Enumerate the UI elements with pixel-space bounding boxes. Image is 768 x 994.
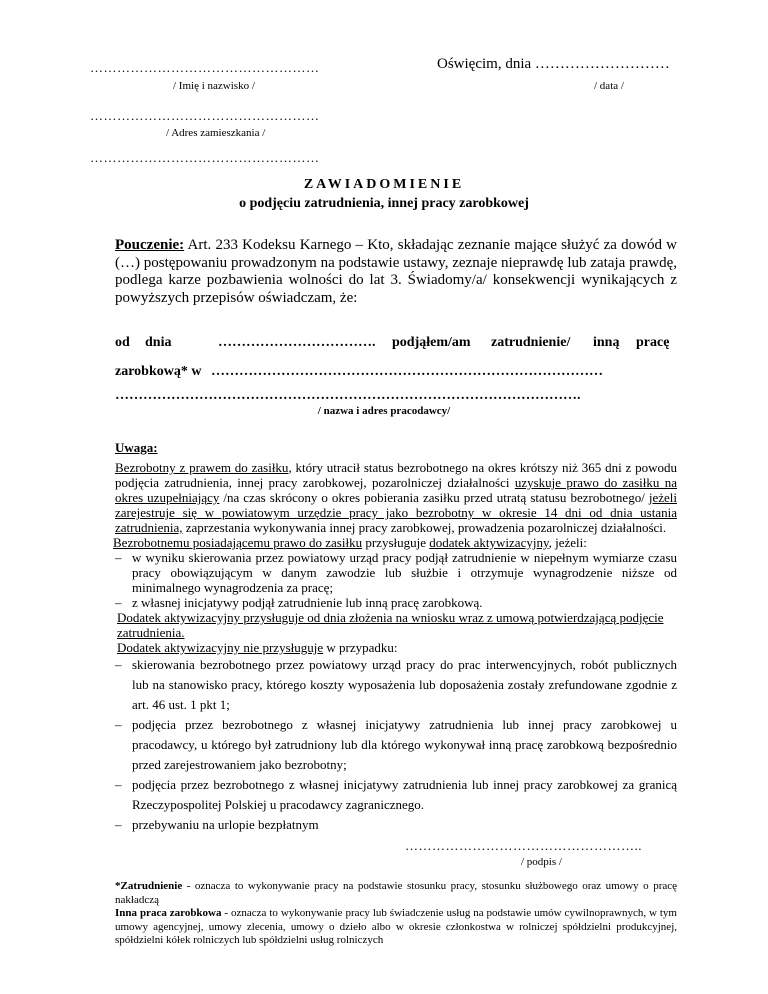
notes-p3-u: Dodatek aktywizacyjny przysługuje od dnia złożenia na wniosku wraz z umową potwierdzającą podjęcie zatrudnienia. [117,610,664,640]
notes-p1-u3: jeżeli zarejestruje się w powiatowym urzędzie pracy jako bezrobotny w okresie 14 dni od dnia ustania zatrudnienia, [115,490,677,535]
footnote-other-work-term: Inna praca zarobkowa [115,907,222,919]
instruction-label: Pouczenie: [115,237,185,253]
notes-p2-u1: Bezrobotnemu posiadającemu prawo do zasiłku [113,535,363,550]
notes-p2-t1: przysługuje [362,535,430,550]
employer-label: / nazwa i adres pracodawcy/ [317,405,451,417]
notes-p4-t: w przypadku: [323,640,398,655]
extra-dots: …………………………………………… [90,150,320,165]
instruction-text: Art. 233 Kodeksu Karnego – Kto, składając zeznanie mające służyć za dowód w (…) postępowaniu prowadzonym na podstawie ustawy, zeznaje nieprawdę lub zataja prawdę, podlega karze pozbawienia wolności do lat 3. Świadomy/a/ konsekwencji wynikających z powyższych przepisów oświadczam, że: [115,237,677,306]
employer-dots: ………………………………………………………………………………………. [115,388,581,403]
bullet-mark: – [115,550,122,565]
bullet-mark: – [115,595,122,610]
list-item [115,655,677,715]
list-item [115,715,677,775]
notes-p1-u1: Bezrobotny z prawem do zasiłku [115,460,289,475]
signature-label: / podpis / [521,856,562,868]
workplace-dots: ………………………………………………………………………… [210,364,603,379]
dnia-word: dnia [145,335,172,350]
notes-p2-u2: dodatek aktywizacyjny [429,535,549,550]
footnote-other-work-text: - oznacza to wykonywanie pracy lub świadczenie usług na podstawie umów cywilnoprawnych, w tym umowy agencyjnej, umowy zlecenia, umowy o dzieło albo w okresie członkostwa w rolniczej spółdzielni produkcyjnej, spółdzielni kółek rolniczych lub spółdzielni usług rolniczych [115,907,677,946]
place-date: Oświęcim, dnia ……………………… [437,56,670,72]
list-item [115,815,677,835]
notes-p1-u2: uzyskuje prawo do zasiłku na okres uzupełniający [115,475,677,505]
name-label: / Imię i nazwisko / [173,80,255,92]
podjalem-word: podjąłem/am [392,335,471,350]
notes-p1-t2: /na czas skrócony o okres pobierania zasiłku przed utratą statusu bezrobotnego/ [219,490,649,505]
list-item [115,775,677,815]
od-word: od [115,335,130,350]
notes-paragraph-3 [117,610,677,640]
bullet-text: skierowania bezrobotnego przez powiatowy urząd pracy do prac interwencyjnych, robót publicznych lub na stanowisko pracy, którego koszty wyposażenia lub doposażenia zostały zrefundowane zgodnie z art. 46 ust. 1 pkt 1; [132,657,677,712]
notes-p1-t1: , który utracił status bezrobotnego na okres krótszy niż 365 dni z powodu podjęcia zatrudnienia, innej pracy zarobkowej, pozarolniczej działalności [115,460,677,490]
declaration-line-2 [115,364,603,380]
document-title: ZAWIADOMIENIE [303,177,465,192]
date-dots: ……………………………. [218,335,376,350]
notes-p1-t3: zaprzestania wykonywania innej pracy zarobkowej, prowadzenia pozarolniczej działalności. [182,520,667,535]
bullet-mark: – [115,777,122,792]
address-dots: …………………………………………… [90,108,320,123]
document-subtitle: o podjęciu zatrudnienia, innej pracy zarobkowej [239,196,529,211]
signature-dots: …………………………………………….. [405,838,642,853]
notes-paragraph-4 [117,640,677,655]
bullet-mark: – [115,717,122,732]
footnote-employment [115,880,677,907]
footnote-employment-term: *Zatrudnienie [115,880,183,892]
bullet-text: podjęcia przez bezrobotnego z własnej inicjatywy zatrudnienia lub innej pracy zarobkowej za granicą Rzeczypospolitej Polskiej u pracodawcy zagranicznego. [132,777,677,812]
notes-paragraph-1 [115,460,677,535]
bullet-mark: – [115,657,122,672]
bullet-text: w wyniku skierowania przez powiatowy urząd pracy podjął zatrudnienie w niepełnym wymiarze czasu pracy obowiązującym w danym zawodzie lub służbie i otrzymuje wynagrodzenie niższe od minimalnego wynagrodzenia za pracę; [132,550,677,595]
zatrudnienie-word: zatrudnienie/ [491,335,571,350]
address-label: / Adres zamieszkania / [166,127,266,139]
notes-paragraph-2 [113,535,677,550]
bullet-mark: – [115,817,122,832]
list-item [115,595,677,610]
name-dots: …………………………………………… [90,60,320,75]
bullet-text: z własnej inicjatywy podjął zatrudnienie lub inną pracę zarobkową. [132,595,483,610]
prace-word: pracę [636,335,670,350]
bullet-text: podjęcia przez bezrobotnego z własnej inicjatywy zatrudnienia lub innej pracy zarobkowej u pracodawcy, u którego był zatrudniony lub dla którego wykonywał inną pracę zarobkową bezpośrednio przed zarejestrowaniem jako bezrobotny; [132,717,677,772]
notes-section [115,440,677,835]
bullet-text: przebywaniu na urlopie bezpłatnym [132,817,319,832]
instruction-paragraph [115,237,677,307]
notes-p4-u: Dodatek aktywizacyjny nie przysługuje [117,640,324,655]
footnote-other-work [115,907,677,948]
notes-heading: Uwaga: [115,440,158,455]
zarobkowa-prefix: zarobkową* w [115,364,202,379]
notes-p2-t2: , jeżeli: [548,535,587,550]
footnote-employment-text: - oznacza to wykonywanie pracy na podstawie stosunku pracy, stosunku służbowego oraz umowy o pracę nakładczą [115,880,677,906]
declaration-line-1 [115,335,677,353]
inna-word: inną [593,335,620,350]
list-item [115,550,677,595]
date-label: / data / [594,80,624,92]
footnote [115,880,677,948]
